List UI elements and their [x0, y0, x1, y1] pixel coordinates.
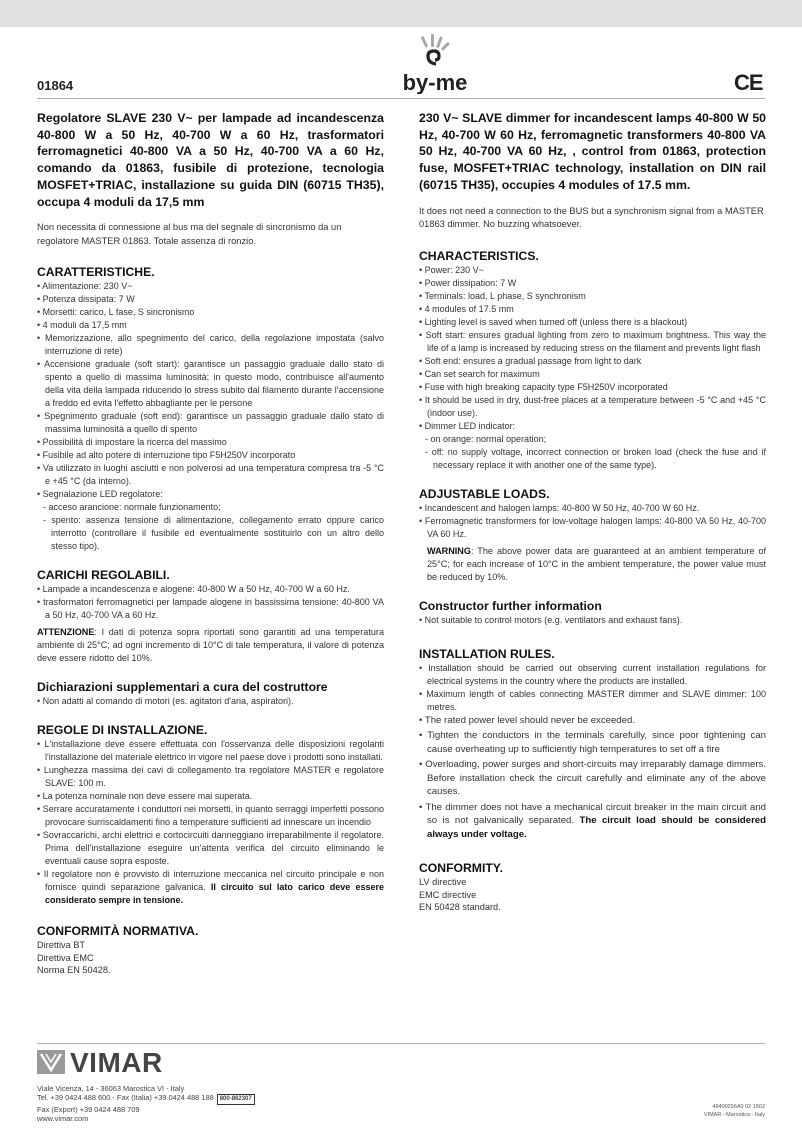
characteristics-list — [37, 280, 384, 553]
left-title: Regolatore SLAVE 230 V~ per lampade ad incandescenza 40-800 W a 50 Hz, 40-700 W a 60 Hz, trasformatori ferromagnetici 40-800 VA a 50 Hz, 40-700 VA a 60 Hz, comando da 01863, fusibile di protezione, tecnologia MOSFET+TRIAC, installazione su guida DIN (60715 TH35), occupa 4 moduli da 17,5 mm — [37, 111, 384, 209]
toll-free-badge: 800-862307 — [217, 1094, 255, 1105]
list-subitem: - off: no supply voltage, incorrect connection or broken load (check the fuse and if necessary replace it with another one of the same type). — [425, 446, 766, 470]
section-heading: CARICHI REGOLABILI. — [37, 568, 170, 583]
conformity-line: Norma EN 50428. — [37, 965, 111, 976]
section-heading: REGOLE DI INSTALLAZIONE. — [37, 723, 208, 738]
installation-list — [37, 738, 384, 907]
list-item: • Power: 230 V~ — [419, 264, 484, 275]
list-item: • Spegnimento graduale (soft end): garantisce un passaggio graduale dallo stato di massima luminosità a quello di spento — [37, 411, 384, 435]
right-conformity — [419, 861, 766, 914]
list-item: • Power dissipation: 7 W — [419, 277, 517, 288]
address-line — [37, 1093, 255, 1105]
top-bar — [0, 0, 802, 27]
list-item: • Tighten the conductors in the terminals carefully, since poor tightening can cause overheating up to sufficiently high temperatures to set off a fire — [419, 730, 766, 755]
conformity-line: EMC directive — [419, 889, 477, 900]
loads-list — [419, 502, 766, 541]
ce-mark: CE — [734, 70, 763, 95]
right-manufacturer — [419, 599, 766, 627]
list-item: • trasformatori ferromagnetici per lampade alogene in bassissima tensione: 40-800 VA a 50 Hz, 40-700 VA a 60 Hz. — [37, 597, 384, 621]
list-item: • Memorizzazione, allo spegnimento del carico, della regolazione impostata (salvo interruzione di rete) — [37, 333, 384, 357]
warning-label: WARNING — [427, 545, 471, 556]
doc-origin: VIMAR - Marostica - Italy — [703, 1111, 765, 1118]
section-heading: CONFORMITY. — [419, 861, 503, 876]
footer-divider — [37, 1043, 765, 1044]
loads-list — [37, 583, 384, 622]
list-item: • Lunghezza massima dei cavi di collegamento tra regolatore MASTER e regolatore SLAVE: 100 m. — [37, 765, 384, 789]
item-bold-text: The circuit load should be considered always under voltage. — [427, 815, 766, 840]
list-item: • Can set search for maximum — [419, 368, 540, 379]
address-line: Fax (Export) +39 0424 488 709 — [37, 1105, 140, 1114]
list-item: • 4 modules of 17.5 mm — [419, 303, 514, 314]
right-title: 230 V~ SLAVE dimmer for incandescent lamps 40-800 W 50 Hz, 40-700 W 60 Hz, ferromagnetic transformers 40-800 VA 50 Hz, 40-700 VA 60 Hz, , control from 01863, protection fuse, MOSFET+TRIAC technology, installation on DIN rail (60715 TH35), occupies 4 modules of 17.5 mm. — [419, 111, 766, 192]
vimar-emblem-icon — [37, 1050, 65, 1074]
document-code — [704, 1104, 765, 1119]
conformity-line: EN 50428 standard. — [419, 902, 501, 913]
list-item: • Not suitable to control motors (e.g. ventilators and exhaust fans). — [419, 614, 683, 625]
warning-text: : I dati di potenza sopra riportati sono garantiti ad una temperatura ambiente di 25°C; ad ogni incremento di 10°C di tale temperatura, il valore di potenza deve essere ridotto del 10%. — [37, 627, 384, 664]
list-subitem: - spento: assenza tensione di alimentazione, collegamento errato oppure carico interrotto (controllare il fusibile ed eventualmente sostituirlo con un altro dello stesso tipo). — [43, 515, 384, 552]
item-bold-text: Il circuito sul lato carico deve essere considerato sempre in tensione. — [45, 882, 384, 906]
list-item: • Lighting level is saved when turned off (unless there is a blackout) — [419, 316, 688, 327]
right-installation — [419, 647, 766, 842]
installation-list — [419, 662, 766, 842]
list-item: • Overloading, power surges and short-circuits may irreparably damage dimmers. Before installation check the circuit carefully and eliminate any of the above causes. — [419, 759, 766, 798]
list-item: • Ferromagnetic transformers for low-voltage halogen lamps: 40-800 VA 50 Hz, 40-700 VA 60 Hz. — [419, 515, 766, 539]
conformity-line: LV directive — [419, 877, 467, 888]
list-item: • Terminals: load, L phase, S synchronism — [419, 290, 586, 301]
section-heading: Constructor further information — [419, 598, 602, 613]
list-item: • Va utilizzato in luoghi asciutti e non polverosi ad una temperatura compresa tra -5 °C e +45 °C (da interno). — [37, 463, 384, 487]
address-line: Viale Vicenza, 14 - 36063 Marostica VI - Italy — [37, 1084, 185, 1093]
item-text: • The dimmer does not have a mechanical circuit breaker in the main circuit and so is not galvanically separated. — [419, 801, 766, 827]
right-loads — [419, 487, 766, 584]
manufacturer-list — [419, 614, 766, 627]
left-manufacturer — [37, 680, 384, 708]
brand-text: by-me — [402, 70, 468, 94]
list-item: • Fuse with high breaking capacity type F5H250V incorporated — [419, 381, 668, 392]
list-item: • Segnalazione LED regolatore: — [37, 489, 163, 500]
item-text: • Il regolatore non è provvisto di interruzione meccanica nel circuito principale e non fornisce quindi separazione galvanica. — [37, 869, 384, 893]
list-item: • Morsetti: carico, L fase, S sincronismo — [37, 307, 195, 318]
left-intro: Non necessita di connessione al bus ma del segnale di sincronismo da un regolatore MASTER 01863. Totale assenza di ronzio. — [37, 222, 342, 246]
doc-code: 49400256A0 02 1502 — [712, 1104, 765, 1110]
header-divider — [37, 98, 765, 99]
left-loads — [37, 568, 384, 665]
list-item: • It should be used in dry, dust-free places at a temperature between -5 °C and +45 °C (indoor use). — [419, 394, 766, 418]
list-item: • The rated power level should never be exceeded. — [419, 714, 635, 726]
list-item: • Potenza dissipata: 7 W — [37, 294, 135, 305]
warning-note — [419, 545, 766, 584]
list-item — [419, 801, 766, 842]
list-item: • La potenza nominale non deve essere mai superata. — [37, 791, 253, 802]
manufacturer-list — [37, 695, 384, 708]
left-column — [37, 110, 384, 977]
right-column — [419, 110, 766, 914]
conformity-line: Direttiva BT — [37, 940, 85, 951]
warning-note — [37, 626, 384, 665]
section-heading: CARATTERISTICHE. — [37, 265, 155, 280]
vimar-brand: VIMAR — [70, 1047, 163, 1078]
right-characteristics — [419, 249, 766, 472]
section-heading: CONFORMITÀ NORMATIVA. — [37, 924, 199, 939]
characteristics-list — [419, 264, 766, 472]
section-heading: INSTALLATION RULES. — [419, 646, 555, 661]
list-item: • Lampade a incandescenza e alogene: 40-800 W a 50 Hz, 40-700 W a 60 Hz. — [37, 584, 350, 595]
product-code: 01864 — [37, 78, 74, 93]
right-intro: It does not need a connection to the BUS but a synchronism signal from a MASTER 01863 dimmer. No buzzing whatsoever. — [419, 205, 764, 230]
conformity-lines — [419, 876, 766, 914]
list-item: • Incandescent and halogen lamps: 40-800 W 50 Hz, 40-700 W 60 Hz. — [419, 502, 700, 513]
left-conformity — [37, 924, 384, 977]
list-item: • Soft end: ensures a gradual passage from light to dark — [419, 355, 642, 366]
list-item: • Maximum length of cables connecting MASTER dimmer and SLAVE dimmer: 100 metres. — [419, 688, 766, 712]
footer-address — [37, 1084, 255, 1123]
list-item: • Dimmer LED indicator: — [419, 420, 516, 431]
list-item: • Soft start: ensures gradual lighting from zero to maximum brightness. This way the life of a lamp is increased by reducing stress on the filament and prevents light flash — [419, 329, 766, 353]
list-subitem: - acceso arancione: normale funzionamento; — [43, 502, 221, 513]
list-item: • Non adatti al comando di motori (es. agitatori d'aria, aspiratori). — [37, 696, 294, 707]
section-heading: Dichiarazioni supplementari a cura del costruttore — [37, 680, 328, 695]
list-item: • Serrare accuratamente i conduttori nei morsetti, in quanto serraggi imperfetti possono provocare surriscaldamenti fino a temperature sufficienti ad innescare un incendio — [37, 804, 384, 828]
list-item: • Sovraccarichi, archi elettrici e cortocircuiti danneggiano irreparabilmente il regolatore. Prima dell'installazione eseguire un'attenta verifica del circuito eliminando le eventuali cause sopra esposte. — [37, 830, 384, 867]
phone-text: Tel. +39 0424 488 600 - Fax (Italia) +39 0424 488 188 — [37, 1093, 214, 1102]
list-item: • Fusibile ad alto potere di interruzione tipo F5H250V incorporato — [37, 450, 296, 461]
list-item: • Possibilità di impostare la ricerca del massimo — [37, 437, 227, 448]
list-item: • Installation should be carried out observing current installation regulations for electrical systems in the country where the products are installed. — [419, 662, 766, 686]
section-heading: ADJUSTABLE LOADS. — [419, 486, 550, 501]
conformity-lines — [37, 939, 384, 977]
website-link[interactable]: www.vimar.com — [37, 1114, 89, 1123]
by-me-logo — [396, 34, 474, 94]
section-heading: CHARACTERISTICS. — [419, 248, 539, 263]
list-item — [37, 868, 384, 907]
warning-label: ATTENZIONE — [37, 627, 95, 638]
left-characteristics — [37, 265, 384, 553]
list-item: • L'installazione deve essere effettuata con l'osservanza delle disposizioni regolanti l'installazione del materiale elettrico in vigore nel paese dove i prodotti sono installati. — [37, 739, 384, 763]
conformity-line: Direttiva EMC — [37, 952, 94, 963]
left-installation — [37, 723, 384, 907]
warning-text: : The above power data are guaranteed at an ambient temperature of 25°C; for each increase of 10°C in the ambient temperature, the power value must be reduced by 10%. — [427, 545, 766, 582]
list-item: • 4 moduli da 17,5 mm — [37, 320, 127, 331]
list-item: • Alimentazione: 230 V~ — [37, 281, 133, 292]
list-item: • Accensione graduale (soft start): garantisce un passaggio graduale dallo stato di spento a quello di massima luminosità; in questo modo, contribuisce all'aumento della vita della lampada riducendo lo stress subito dal filamento durante l'accensione a freddo ed evita l'effetto abbagliante per le persone — [37, 359, 384, 409]
list-subitem: - on orange: normal operation; — [425, 433, 547, 444]
